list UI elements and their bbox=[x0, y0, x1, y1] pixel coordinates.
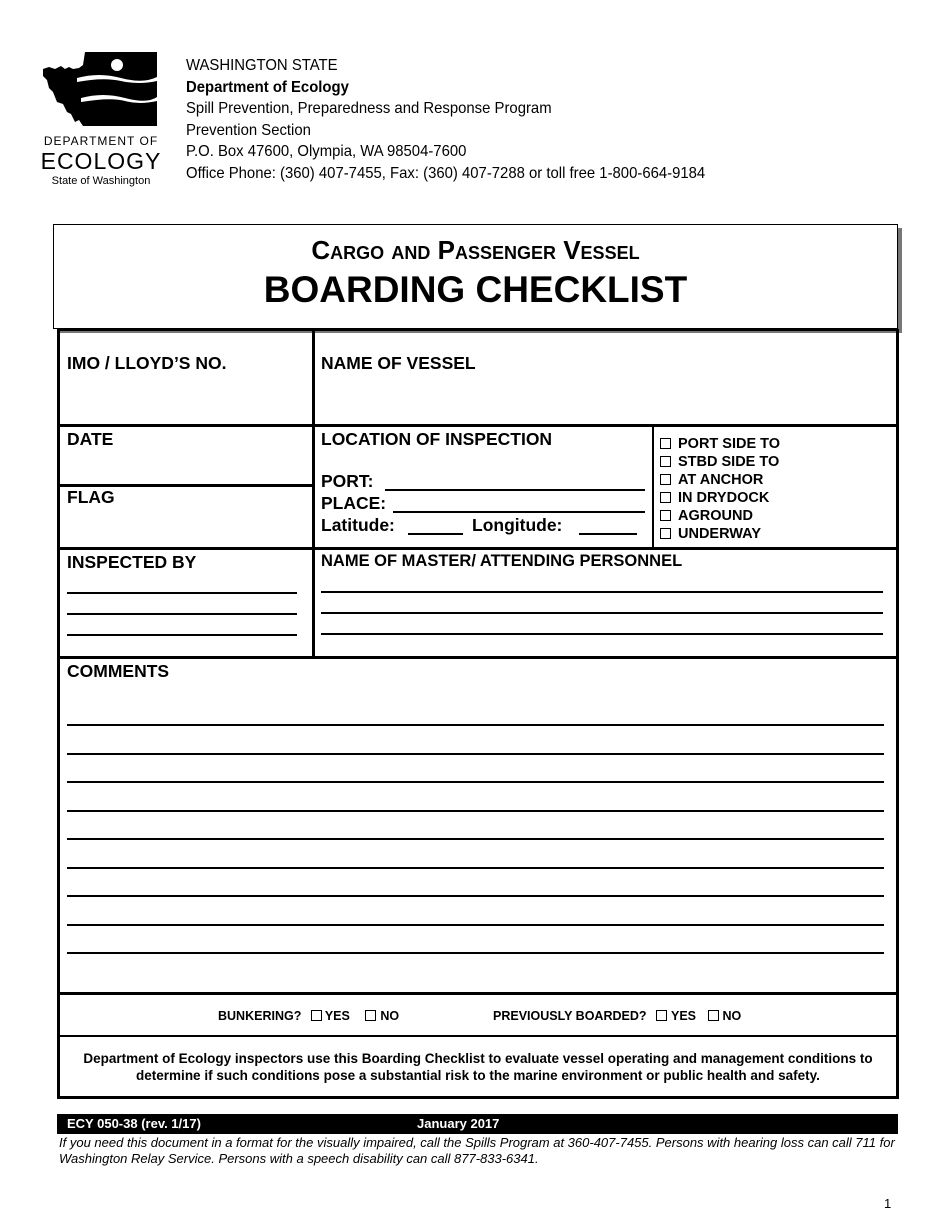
option-port-side-to[interactable] bbox=[660, 435, 780, 453]
agency-section: Prevention Section bbox=[186, 121, 311, 139]
checkbox[interactable] bbox=[660, 510, 671, 521]
option-label: IN DRYDOCK bbox=[678, 490, 770, 506]
location-label: LOCATION OF INSPECTION bbox=[321, 429, 553, 449]
form-title: BOARDING CHECKLIST bbox=[263, 269, 688, 310]
comment-line[interactable] bbox=[67, 810, 884, 812]
logo-department-text: DEPARTMENT OF bbox=[43, 134, 159, 148]
checkbox[interactable] bbox=[660, 474, 671, 485]
page-number: 1 bbox=[884, 1196, 892, 1211]
checkbox[interactable] bbox=[660, 438, 671, 449]
agency-department: Department of Ecology bbox=[186, 78, 349, 96]
option-label: PORT SIDE TO bbox=[678, 436, 781, 452]
vessel-name-label: NAME OF VESSEL bbox=[321, 353, 476, 373]
purpose-note: Department of Ecology inspectors use this Boarding Checklist to evaluate vessel operating and management conditions to determine if such conditions pose a substantial risk to the marine environment or public health and safety. bbox=[83, 1051, 873, 1083]
master-field[interactable] bbox=[321, 633, 883, 635]
ecology-logo bbox=[40, 52, 162, 187]
column-divider bbox=[652, 426, 654, 549]
boarded-no-label: NO bbox=[722, 1009, 742, 1023]
option-label: STBD SIDE TO bbox=[678, 454, 780, 470]
comments-label: COMMENTS bbox=[67, 661, 170, 681]
comment-line[interactable] bbox=[67, 838, 884, 840]
longitude-label: Longitude: bbox=[472, 515, 563, 535]
inspected-by-label: INSPECTED BY bbox=[67, 552, 197, 572]
row-divider bbox=[60, 424, 896, 427]
option-aground[interactable] bbox=[660, 507, 780, 525]
form-number: ECY 050-38 (rev. 1/17) bbox=[67, 1116, 201, 1131]
agency-phone: Office Phone: (360) 407-7455, Fax: (360) 407-7288 or toll free 1-800-664-9184 bbox=[186, 164, 706, 182]
checkbox[interactable] bbox=[660, 492, 671, 503]
bunkering-question bbox=[218, 1009, 399, 1023]
boarded-yes-checkbox[interactable] bbox=[656, 1010, 667, 1021]
column-divider bbox=[312, 331, 315, 658]
option-in-drydock[interactable] bbox=[660, 489, 780, 507]
place-field[interactable] bbox=[393, 511, 645, 513]
form-subtitle: Cargo and Passenger Vessel bbox=[311, 235, 640, 265]
comment-line[interactable] bbox=[67, 895, 884, 897]
checkbox[interactable] bbox=[660, 528, 671, 539]
comment-line[interactable] bbox=[67, 924, 884, 926]
longitude-field[interactable] bbox=[579, 533, 637, 535]
bunkering-yes-label: YES bbox=[324, 1009, 350, 1023]
date-label: DATE bbox=[67, 429, 114, 449]
row-divider bbox=[60, 656, 896, 659]
form-date: January 2017 bbox=[417, 1116, 500, 1131]
bunkering-no-checkbox[interactable] bbox=[365, 1010, 376, 1021]
bunkering-label: BUNKERING? bbox=[218, 1009, 302, 1023]
washington-state-logo-icon bbox=[43, 52, 157, 126]
option-label: UNDERWAY bbox=[678, 526, 761, 542]
option-label: AGROUND bbox=[678, 508, 753, 524]
title-box bbox=[53, 224, 898, 329]
comment-line[interactable] bbox=[67, 781, 884, 783]
latitude-field[interactable] bbox=[408, 533, 463, 535]
row-divider bbox=[60, 547, 896, 550]
checkbox[interactable] bbox=[660, 456, 671, 467]
option-label: AT ANCHOR bbox=[678, 472, 764, 488]
comment-line[interactable] bbox=[67, 952, 884, 954]
option-underway[interactable] bbox=[660, 525, 780, 543]
row-divider bbox=[60, 992, 896, 995]
agency-state: WASHINGTON STATE bbox=[186, 57, 338, 74]
imo-label: IMO / LLOYD’S NO. bbox=[67, 353, 227, 373]
inspector-field[interactable] bbox=[67, 613, 297, 615]
place-label: PLACE: bbox=[321, 493, 387, 513]
logo-state-text: State of Washington bbox=[51, 175, 151, 187]
checklist-form bbox=[57, 329, 899, 1099]
bunkering-yes-checkbox[interactable] bbox=[311, 1010, 322, 1021]
agency-address: P.O. Box 47600, Olympia, WA 98504-7600 bbox=[186, 143, 467, 160]
row-divider bbox=[60, 1035, 896, 1037]
master-field[interactable] bbox=[321, 591, 883, 593]
inspector-field[interactable] bbox=[67, 634, 297, 636]
comment-line[interactable] bbox=[67, 867, 884, 869]
port-label: PORT: bbox=[321, 471, 374, 491]
latitude-label: Latitude: bbox=[321, 515, 395, 535]
form-id-bar bbox=[57, 1114, 898, 1134]
flag-label: FLAG bbox=[67, 487, 115, 507]
comment-line[interactable] bbox=[67, 753, 884, 755]
boarded-yes-label: YES bbox=[671, 1009, 697, 1023]
agency-address-block bbox=[186, 55, 705, 184]
option-at-anchor[interactable] bbox=[660, 471, 780, 489]
master-label: NAME OF MASTER/ ATTENDING PERSONNEL bbox=[321, 552, 683, 570]
previously-boarded-question bbox=[493, 1009, 741, 1023]
bunkering-no-label: NO bbox=[380, 1009, 400, 1023]
position-options bbox=[660, 435, 780, 543]
port-field[interactable] bbox=[385, 489, 645, 491]
option-stbd-side-to[interactable] bbox=[660, 453, 780, 471]
inspector-field[interactable] bbox=[67, 592, 297, 594]
logo-ecology-text: ECOLOGY bbox=[40, 148, 162, 174]
master-field[interactable] bbox=[321, 612, 883, 614]
comment-line[interactable] bbox=[67, 724, 884, 726]
agency-program: Spill Prevention, Preparedness and Response Program bbox=[186, 100, 552, 117]
previously-boarded-label: PREVIOUSLY BOARDED? bbox=[493, 1009, 647, 1023]
boarded-no-checkbox[interactable] bbox=[708, 1010, 719, 1021]
accessibility-note: If you need this document in a format for the visually impaired, call the Spills Program at 360-407-7455. Persons with hearing loss can call 711 for Washington Relay Service. Persons with a speech disability can call 877-833-6341. bbox=[59, 1135, 895, 1166]
